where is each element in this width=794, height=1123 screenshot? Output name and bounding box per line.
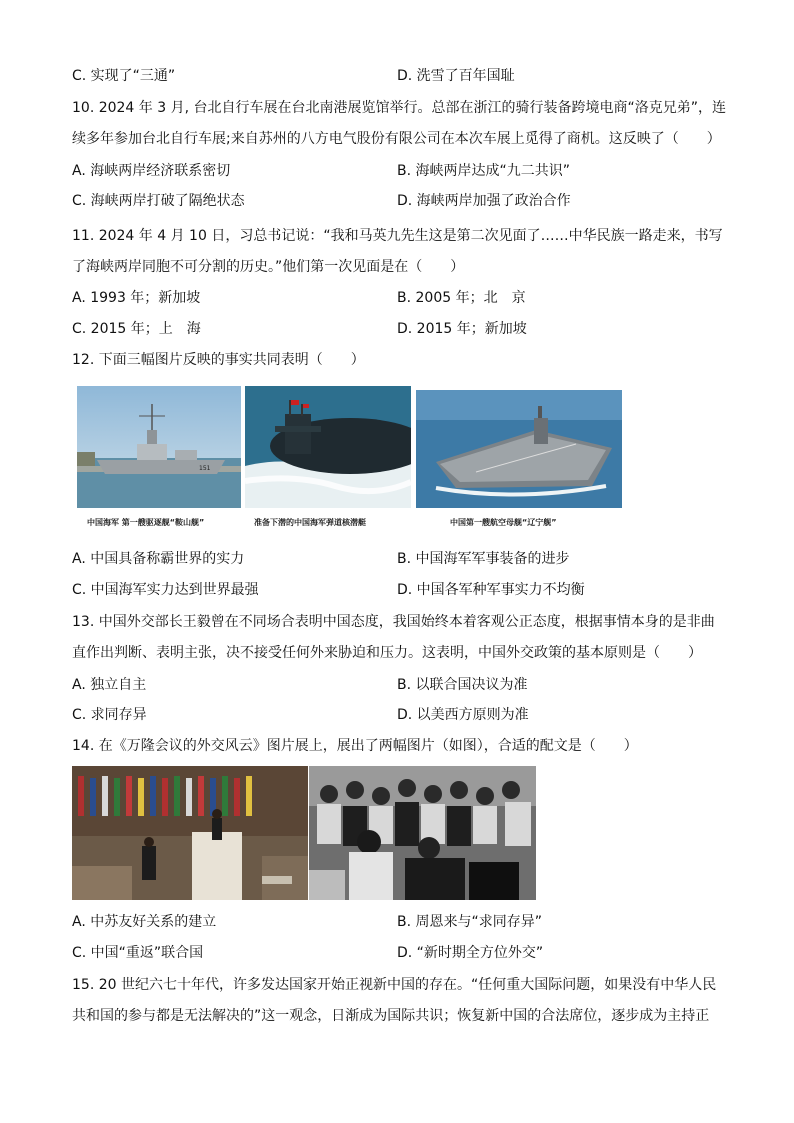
q14-option-a: A. 中苏友好关系的建立 (72, 914, 217, 930)
q12-option-c: C. 中国海军实力达到世界最强 (72, 582, 259, 598)
q10-stem-line2: 续多年参加台北自行车展;来自苏州的八方电气股份有限公司在本次车展上觅得了商机。这反映了（ ） (72, 131, 721, 147)
q10-stem-line1: 10. 2024 年 3 月, 台北自行车展在台北南港展览馆举行。总部在浙江的骑行装备跨境电商“洛克兄弟”，连 (72, 100, 727, 116)
q14-option-b: B. 周恩来与“求同存异” (397, 914, 543, 930)
q11-option-d: D. 2015 年；新加坡 (397, 321, 527, 337)
submarine-photo (245, 386, 411, 508)
q10-option-a: A. 海峡两岸经济联系密切 (72, 163, 231, 179)
carrier-photo (416, 390, 622, 508)
q13-option-d: D. 以美西方原则为准 (397, 707, 529, 723)
q14-option-d: D. “新时期全方位外交” (397, 945, 544, 961)
q9-option-d: D. 洗雪了百年国耻 (397, 68, 515, 84)
q14-stem: 14. 在《万隆会议的外交风云》图片展上，展出了两幅图片（如图），合适的配文是（ ） (72, 738, 638, 754)
zhou-enlai-photo (309, 766, 536, 900)
carrier-caption: 中国第一艘航空母舰“辽宁舰” (450, 518, 557, 527)
q15-stem-line2: 共和国的参与都是无法解决的”这一观念，日渐成为国际共识；恢复新中国的合法席位，逐步成为主持正 (72, 1008, 710, 1024)
q13-stem-line1: 13. 中国外交部长王毅曾在不同场合表明中国态度，我国始终本着客观公正态度，根据事情本身的是非曲 (72, 614, 715, 630)
submarine-caption: 准备下潜的中国海军弹道核潜艇 (254, 518, 366, 527)
q10-option-c: C. 海峡两岸打破了隔绝状态 (72, 193, 245, 209)
q15-stem-line1: 15. 20 世纪六七十年代，许多发达国家开始正视新中国的存在。“任何重大国际问题，如果没有中华人民 (72, 977, 717, 993)
q13-option-b: B. 以联合国决议为准 (397, 677, 528, 693)
q13-stem-line2: 直作出判断、表明主张，决不接受任何外来胁迫和压力。这表明，中国外交政策的基本原则是（ ） (72, 645, 702, 661)
q12-option-a: A. 中国具备称霸世界的实力 (72, 551, 245, 567)
q11-option-a: A. 1993 年；新加坡 (72, 290, 201, 306)
q10-option-b: B. 海峡两岸达成“九二共识” (397, 163, 571, 179)
q12-option-b: B. 中国海军军事装备的进步 (397, 551, 570, 567)
q11-stem-line1: 11. 2024 年 4 月 10 日，习总书记说：“我和马英九先生这是第二次见面了……中华民族一路走来，书写 (72, 228, 723, 244)
q11-stem-line2: 了海峡两岸同胞不可分割的历史。”他们第一次见面是在（ ） (72, 259, 465, 275)
q12-option-d: D. 中国各军种军事实力不均衡 (397, 582, 585, 598)
q13-option-c: C. 求同存异 (72, 707, 147, 723)
q12-stem: 12. 下面三幅图片反映的事实共同表明（ ） (72, 352, 365, 368)
q10-option-d: D. 海峡两岸加强了政治合作 (397, 193, 571, 209)
q9-option-c: C. 实现了“三通” (72, 68, 176, 84)
bandung-conference-photo (72, 766, 308, 900)
destroyer-photo (77, 386, 241, 508)
q13-option-a: A. 独立自主 (72, 677, 147, 693)
q14-option-c: C. 中国“重返”联合国 (72, 945, 204, 961)
svg-text:151: 151 (199, 465, 211, 472)
q11-option-c: C. 2015 年；上 海 (72, 321, 201, 337)
q11-option-b: B. 2005 年；北 京 (397, 290, 526, 306)
destroyer-caption: 中国海军 第一艘驱逐舰“鞍山舰” (87, 518, 205, 527)
